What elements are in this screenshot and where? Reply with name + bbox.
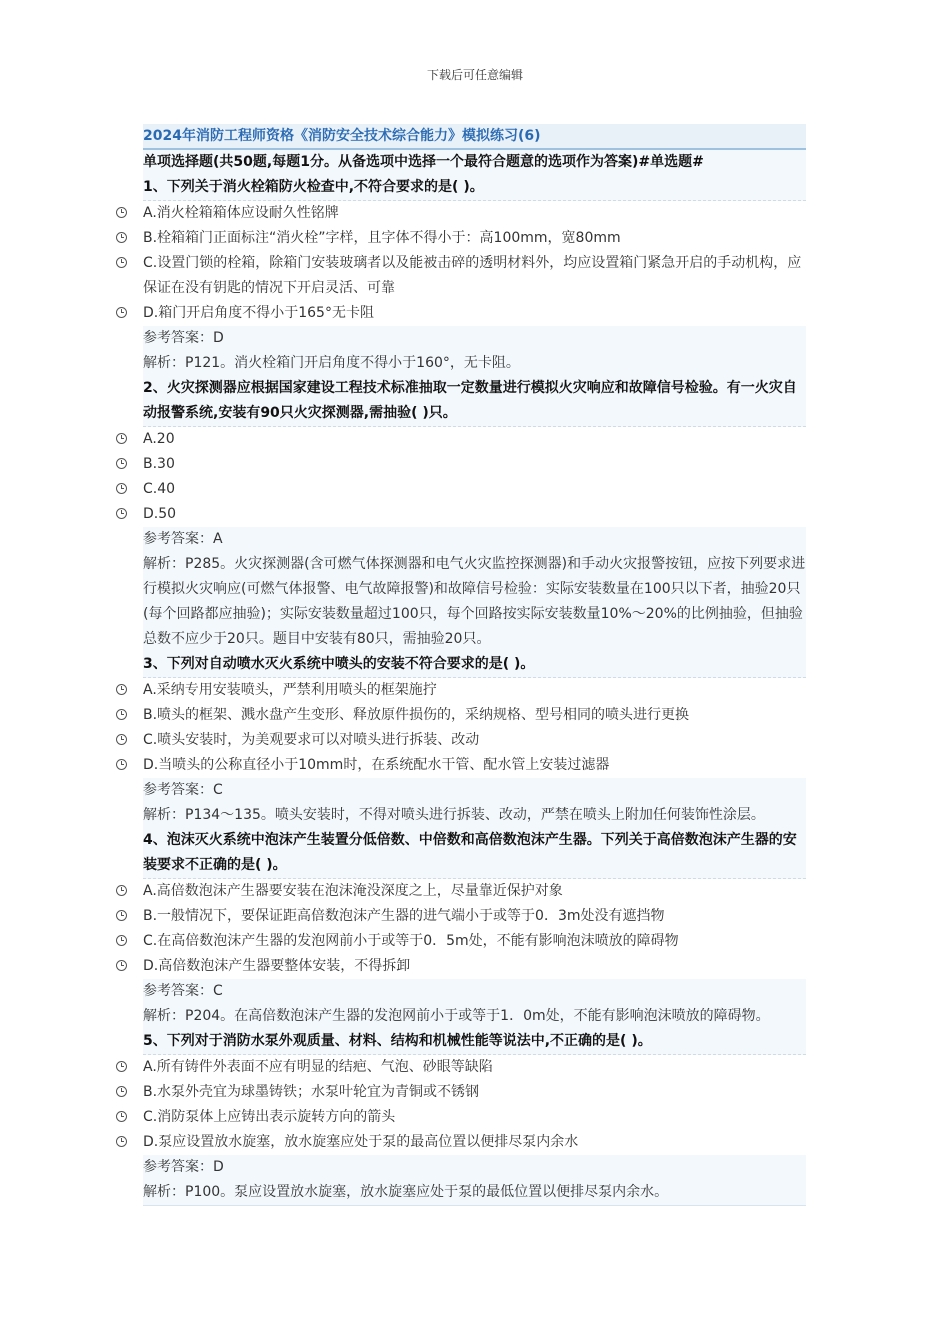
clock-icon xyxy=(116,307,127,318)
clock-icon xyxy=(116,885,127,896)
option-radio[interactable] xyxy=(143,879,806,904)
analysis-line: 解析：P134～135。喷头安装时，不得对喷头进行拆装、改动，严禁在喷头上附加任何装饰性涂层。 xyxy=(143,803,806,828)
clock-icon xyxy=(116,508,127,519)
option-label: C.喷头安装时，为美观要求可以对喷头进行拆装、改动 xyxy=(143,732,480,748)
clock-icon xyxy=(116,1086,127,1097)
option-label: C.在高倍数泡沫产生器的发泡网前小于或等于0．5m处，不能有影响泡沫喷放的障碍物 xyxy=(143,933,679,949)
option-radio[interactable] xyxy=(143,452,806,477)
clock-icon xyxy=(116,684,127,695)
option-radio[interactable] xyxy=(143,678,806,703)
analysis-line: 解析：P100。泵应设置放水旋塞，放水旋塞应处于泵的最低位置以便排尽泵内余水。 xyxy=(143,1180,806,1206)
option-label: A.20 xyxy=(143,431,175,447)
option-radio[interactable] xyxy=(143,1080,806,1105)
clock-icon xyxy=(116,458,127,469)
option-label: A.采纳专用安装喷头，严禁利用喷头的框架施拧 xyxy=(143,682,437,698)
option-label: A.消火栓箱箱体应设耐久性铭牌 xyxy=(143,205,339,221)
analysis-line: 解析：P204。在高倍数泡沫产生器的发泡网前小于或等于1．0m处，不能有影响泡沫喷放的障碍物。 xyxy=(143,1004,806,1029)
option-label: D.箱门开启角度不得小于165°无卡阻 xyxy=(143,305,374,321)
clock-icon xyxy=(116,207,127,218)
answer-line: 参考答案：C xyxy=(143,778,806,803)
clock-icon xyxy=(116,257,127,268)
option-label: D.50 xyxy=(143,506,177,522)
option-label: C.消防泵体上应铸出表示旋转方向的箭头 xyxy=(143,1109,396,1125)
option-label: D.高倍数泡沫产生器要整体安装，不得拆卸 xyxy=(143,958,411,974)
clock-icon xyxy=(116,1136,127,1147)
question-stem: 3、下列对自动喷水灭火系统中喷头的安装不符合要求的是( )。 xyxy=(143,652,806,678)
answer-line: 参考答案：D xyxy=(143,1155,806,1180)
option-label: D.当喷头的公称直径小于10mm时，在系统配水干管、配水管上安装过滤器 xyxy=(143,757,610,773)
option-radio[interactable] xyxy=(143,753,806,778)
option-radio[interactable] xyxy=(143,301,806,326)
header-note: 下载后可任意编辑 xyxy=(426,68,523,82)
option-radio[interactable] xyxy=(143,728,806,753)
clock-icon xyxy=(116,232,127,243)
clock-icon xyxy=(116,1111,127,1122)
option-radio[interactable] xyxy=(143,1055,806,1080)
clock-icon xyxy=(116,709,127,720)
option-label: B.栓箱箱门正面标注“消火栓”字样，且字体不得小于：高100mm，宽80mm xyxy=(143,230,621,246)
answer-line: 参考答案：D xyxy=(143,326,806,351)
clock-icon xyxy=(116,960,127,971)
option-label: C.设置门锁的栓箱，除箱门安装玻璃者以及能被击碎的透明材料外，均应设置箱门紧急开启的手动机构，应保证在没有钥匙的情况下开启灵活、可靠 xyxy=(143,255,802,296)
question-stem: 1、下列关于消火栓箱防火检查中,不符合要求的是( )。 xyxy=(143,175,806,201)
option-radio[interactable] xyxy=(143,1105,806,1130)
section-heading: 单项选择题(共50题,每题1分。从备选项中选择一个最符合题意的选项作为答案)#单选题# xyxy=(143,150,806,175)
question-stem: 5、下列对于消防水泵外观质量、材料、结构和机械性能等说法中,不正确的是( )。 xyxy=(143,1029,806,1055)
option-radio[interactable] xyxy=(143,929,806,954)
answer-line: 参考答案：A xyxy=(143,527,806,552)
option-radio[interactable] xyxy=(143,703,806,728)
analysis-line: 解析：P285。火灾探测器(含可燃气体探测器和电气火灾监控探测器)和手动火灾报警按钮，应按下列要求进行模拟火灾响应(可燃气体报警、电气故障报警)和故障信号检验：实际安装数量在100只以下者，抽验20只(每个回路都应抽验)；实际安装数量超过100只，每个回路按实际安装数量10%～20%的比例抽验，但抽验总数不应少于20只。题目中安装有80只，需抽验20只。 xyxy=(143,552,806,652)
option-radio[interactable] xyxy=(143,226,806,251)
question-stem: 4、泡沫灭火系统中泡沫产生装置分低倍数、中倍数和高倍数泡沫产生器。下列关于高倍数泡沫产生器的安装要求不正确的是( )。 xyxy=(143,828,806,879)
option-radio[interactable] xyxy=(143,904,806,929)
option-radio[interactable] xyxy=(143,954,806,979)
option-radio[interactable] xyxy=(143,251,806,301)
exam-content xyxy=(143,124,806,1206)
analysis-line: 解析：P121。消火栓箱门开启角度不得小于160°，无卡阻。 xyxy=(143,351,806,376)
option-radio[interactable] xyxy=(143,427,806,452)
option-label: B.水泵外壳宜为球墨铸铁；水泵叶轮宜为青铜或不锈钢 xyxy=(143,1084,480,1100)
option-radio[interactable] xyxy=(143,1130,806,1155)
option-label: B.喷头的框架、溅水盘产生变形、释放原件损伤的，采纳规格、型号相同的喷头进行更换 xyxy=(143,707,690,723)
option-radio[interactable] xyxy=(143,477,806,502)
clock-icon xyxy=(116,483,127,494)
clock-icon xyxy=(116,910,127,921)
clock-icon xyxy=(116,734,127,745)
clock-icon xyxy=(116,433,127,444)
option-label: A.所有铸件外表面不应有明显的结疤、气泡、砂眼等缺陷 xyxy=(143,1059,493,1075)
clock-icon xyxy=(116,935,127,946)
option-label: A.高倍数泡沫产生器要安装在泡沫淹没深度之上，尽量靠近保护对象 xyxy=(143,883,563,899)
option-label: D.泵应设置放水旋塞，放水旋塞应处于泵的最高位置以便排尽泵内余水 xyxy=(143,1134,579,1150)
clock-icon xyxy=(116,1061,127,1072)
option-label: C.40 xyxy=(143,481,176,497)
answer-line: 参考答案：C xyxy=(143,979,806,1004)
option-radio[interactable] xyxy=(143,502,806,527)
question-stem: 2、火灾探测器应根据国家建设工程技术标准抽取一定数量进行模拟火灾响应和故障信号检验。有一火灾自动报警系统,安装有90只火灾探测器,需抽验( )只。 xyxy=(143,376,806,427)
clock-icon xyxy=(116,759,127,770)
option-label: B.一般情况下，要保证距高倍数泡沫产生器的进气端小于或等于0．3m处没有遮挡物 xyxy=(143,908,665,924)
exam-title: 2024年消防工程师资格《消防安全技术综合能力》模拟练习(6) xyxy=(143,124,806,150)
option-label: B.30 xyxy=(143,456,175,472)
option-radio[interactable] xyxy=(143,201,806,226)
